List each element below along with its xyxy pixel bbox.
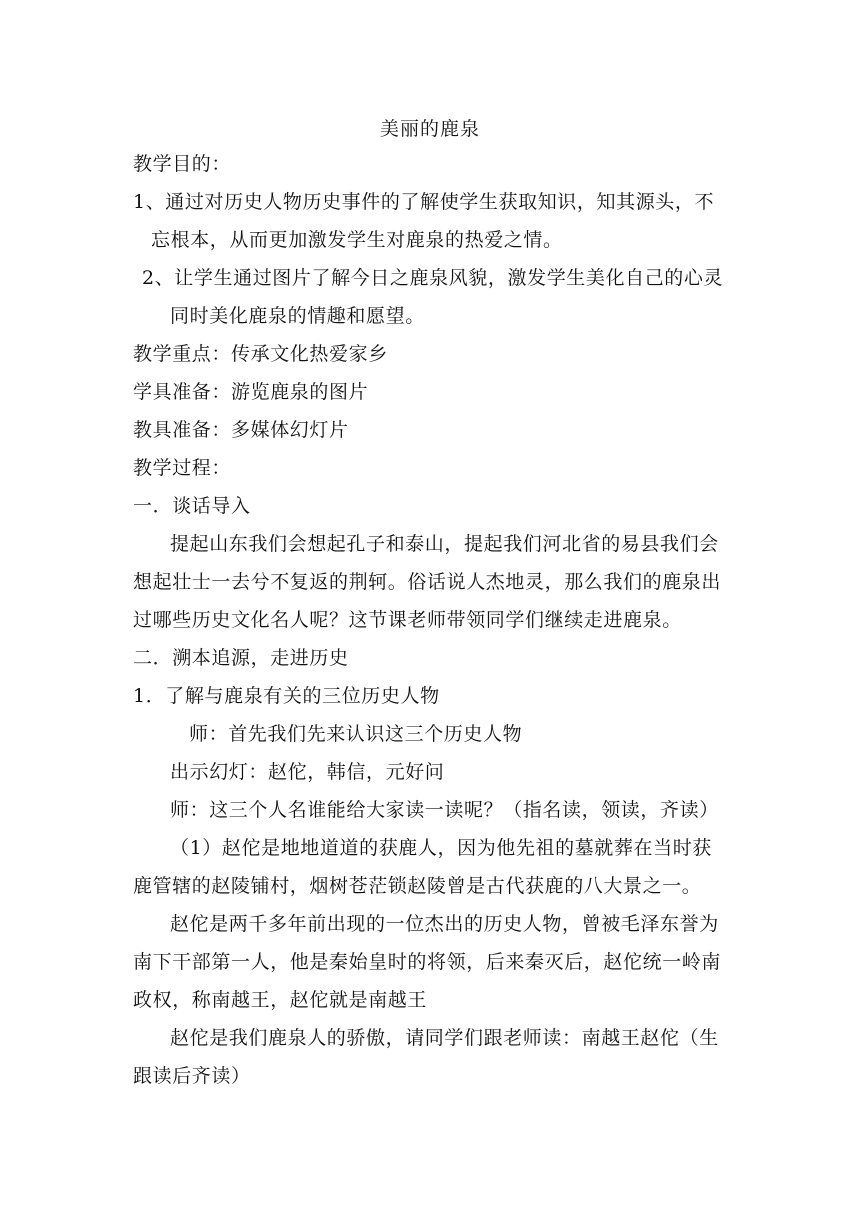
subsection-1-heading: 1．了解与鹿泉有关的三位历史人物 [133, 685, 440, 707]
zhaotuo-paragraph-1-line-2: 鹿管辖的赵陵铺村，烟树苍茫锁赵陵曾是古代获鹿的八大景之一。 [133, 875, 702, 897]
intro-paragraph-line-1: 提起山东我们会想起孔子和泰山，提起我们河北省的易县我们会 [170, 533, 719, 555]
heading-teaching-objectives: 教学目的： [133, 153, 232, 175]
document-title: 美丽的鹿泉 [379, 118, 480, 140]
objective-2-line-1: 2、让学生通过图片了解今日之鹿泉风貌，激发学生美化自己的心灵 [142, 267, 724, 289]
teacher-line-2: 师：这三个人名谁能给大家读一读呢？（指名读，领读，齐读） [170, 799, 719, 821]
slide-names-line: 出示幻灯：赵佗，韩信，元好问 [170, 761, 445, 783]
zhaotuo-paragraph-3-line-1: 赵佗是我们鹿泉人的骄傲，请同学们跟老师读：南越王赵佗（生 [170, 1027, 719, 1049]
intro-paragraph-line-3: 过哪些历史文化名人呢？这节课老师带领同学们继续走进鹿泉。 [133, 609, 682, 631]
section-2-heading: 二．溯本追源，走进历史 [133, 647, 349, 669]
zhaotuo-paragraph-2-line-1: 赵佗是两千多年前出现的一位杰出的历史人物，曾被毛泽东誉为 [170, 913, 719, 935]
teaching-key-point: 教学重点：传承文化热爱家乡 [133, 343, 388, 365]
section-1-heading: 一．谈话导入 [133, 495, 251, 517]
zhaotuo-paragraph-2-line-2: 南下干部第一人，他是秦始皇时的将领，后来秦灭后，赵佗统一岭南 [133, 951, 722, 973]
intro-paragraph-line-2: 想起壮士一去兮不复返的荆轲。俗话说人杰地灵，那么我们的鹿泉出 [133, 571, 722, 593]
objective-2-line-2: 同时美化鹿泉的情趣和愿望。 [170, 305, 425, 327]
zhaotuo-paragraph-2-line-3: 政权，称南越王，赵佗就是南越王 [133, 989, 428, 1011]
objective-1-line-1: 1、通过对历史人物历史事件的了解使学生获取知识，知其源头，不 [133, 191, 715, 213]
objective-1-line-2: 忘根本，从而更加激发学生对鹿泉的热爱之情。 [151, 229, 563, 251]
teacher-line-1: 师：首先我们先来认识这三个历史人物 [189, 723, 523, 745]
student-materials: 学具准备：游览鹿泉的图片 [133, 381, 369, 403]
teacher-materials: 教具准备：多媒体幻灯片 [133, 419, 349, 441]
heading-teaching-process: 教学过程： [133, 457, 232, 479]
zhaotuo-paragraph-3-line-2: 跟读后齐读） [133, 1065, 251, 1087]
zhaotuo-paragraph-1-line-1: （1）赵佗是地地道道的获鹿人，因为他先祖的墓就葬在当时获 [170, 837, 712, 859]
